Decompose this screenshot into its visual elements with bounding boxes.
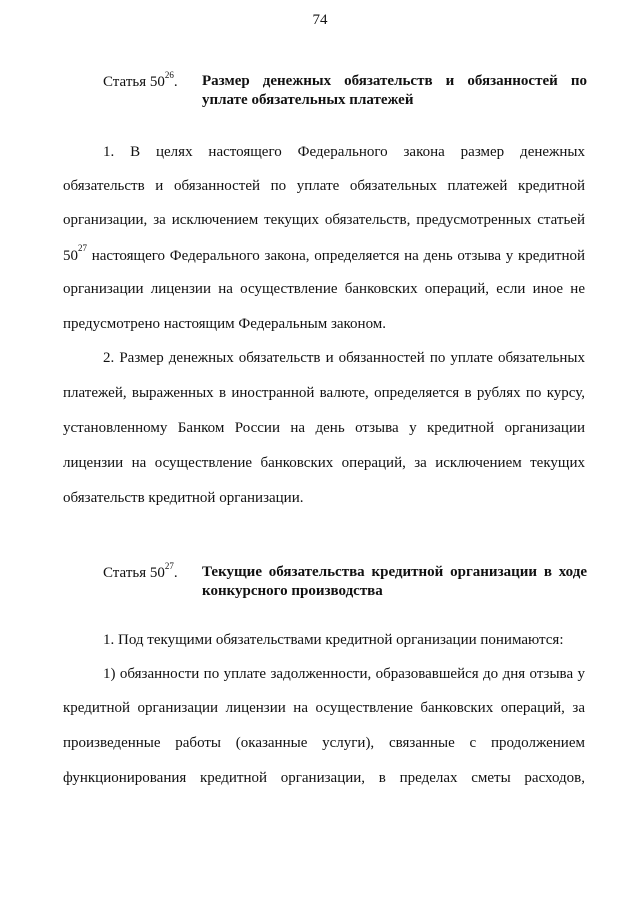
article-26-label [103, 72, 178, 91]
article-26-line-4 [63, 243, 585, 265]
article-26-label-sup: 26 [164, 70, 174, 80]
article-26-label-suffix: . [173, 74, 178, 90]
article-27-line-1: 1. Под текущими обязательствами кредитной организации понимаются: [103, 632, 564, 648]
article-27-label-sup: 27 [164, 561, 174, 571]
article-26-ref-base: 50 [63, 248, 78, 264]
article-27-title-line-1: Текущие обязательства кредитной организации в ходе [202, 564, 587, 580]
article-26-line-7: 2. Размер денежных обязательств и обязанностей по уплате обязательных [103, 350, 585, 366]
article-27-title [202, 563, 587, 601]
article-26-line-4-text: настоящего Федерального закона, определяется на день отзыва у кредитной [91, 248, 585, 264]
article-26-ref [63, 243, 87, 264]
article-26-title-line-2: уплате обязательных платежей [202, 92, 414, 108]
article-26-line-9: установленному Банком России на день отзыва у кредитной организации [63, 420, 585, 436]
article-27-line-2: 1) обязанности по уплате задолженности, образовавшейся до дня отзыва у [103, 666, 585, 682]
article-26-line-8: платежей, выраженных в иностранной валюте, определяется в рублях по курсу, [63, 385, 585, 401]
article-26-line-11: обязательств кредитной организации. [63, 490, 304, 506]
article-26-line-10: лицензии на осуществление банковских операций, за исключением текущих [63, 455, 585, 471]
article-26-label-prefix: Статья 50 [103, 74, 165, 90]
article-27-line-4: произведенные работы (оказанные услуги), связанные с продолжением [63, 735, 585, 751]
article-27-line-5: функционирования кредитной организации, в пределах сметы расходов, [63, 770, 585, 786]
article-27-line-3: кредитной организации лицензии на осуществление банковских операций, за [63, 700, 585, 716]
article-27-title-line-2: конкурсного производства [202, 583, 383, 599]
article-26-line-3: организации, за исключением текущих обязательств, предусмотренных статьей [63, 212, 585, 228]
article-26-line-6: предусмотрено настоящим Федеральным законом. [63, 316, 387, 332]
article-27-label-suffix: . [173, 565, 178, 581]
article-26-line-1: 1. В целях настоящего Федерального закона размер денежных [103, 144, 585, 160]
article-27-label-prefix: Статья 50 [103, 565, 165, 581]
article-26-line-2: обязательств и обязанностей по уплате обязательных платежей кредитной [63, 178, 585, 194]
article-26-ref-sup: 27 [78, 243, 87, 253]
article-27-label [103, 563, 178, 582]
article-26-line-5: организации лицензии на осуществление банковских операций, если иное не [63, 281, 585, 297]
article-26-title-line-1: Размер денежных обязательств и обязанностей по [202, 73, 587, 89]
article-26-title [202, 72, 587, 110]
page-number: 74 [312, 12, 328, 28]
